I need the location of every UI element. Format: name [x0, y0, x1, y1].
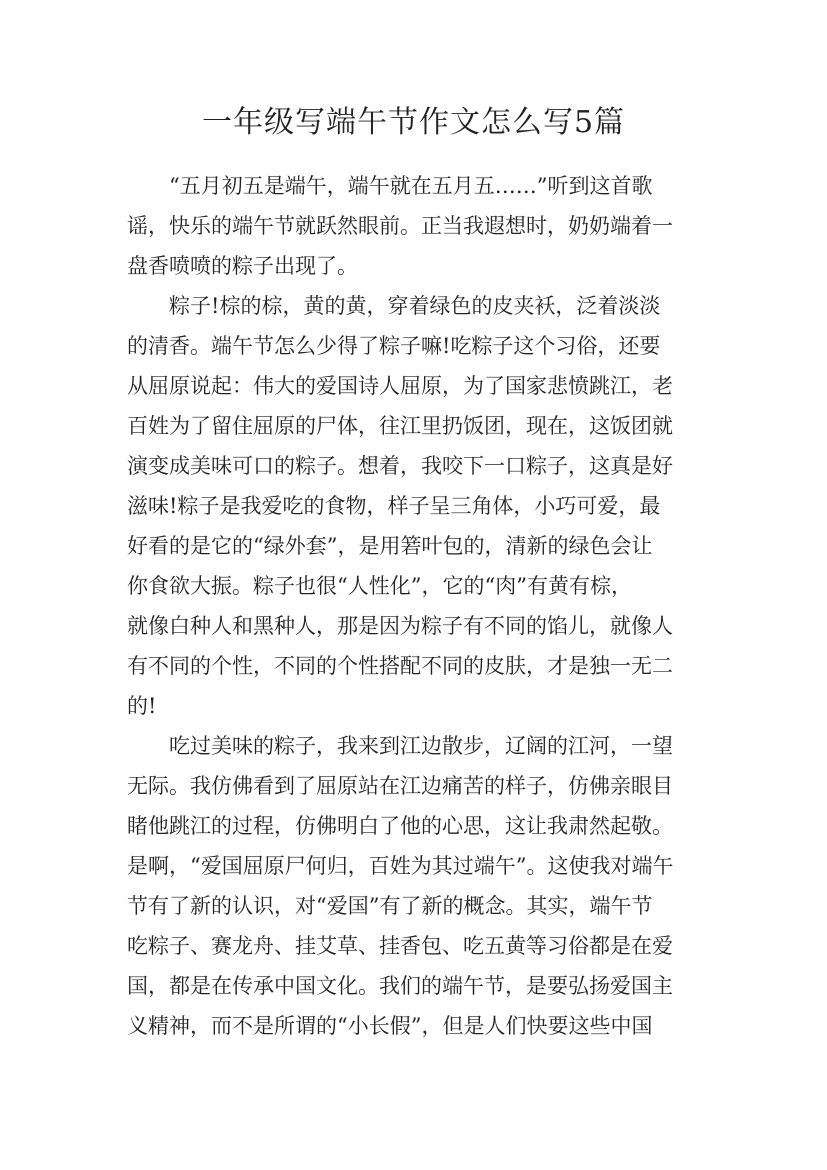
- document-title: 一年级写端午节作文怎么写5篇: [201, 105, 626, 140]
- text-line: 你食欲大振。粽子也很“人性化”，它的“肉”有黄有棕，: [127, 574, 632, 598]
- text-line: 滋味!粽子是我爱吃的食物，样子呈三角体，小巧可爱，最: [127, 494, 661, 518]
- text-line: 从屈原说起：伟大的爱国诗人屈原，为了国家悲愤跳江，老: [127, 374, 673, 398]
- text-line: 睹他跳江的过程，仿佛明白了他的心思，这让我肃然起敬。: [127, 814, 673, 838]
- text-line: 盘香喷喷的粽子出现了。: [127, 254, 358, 278]
- text-line: 国，都是在传承中国文化。我们的端午节，是要弘扬爱国主: [127, 974, 673, 998]
- text-line: 的!: [127, 694, 157, 718]
- text-line: 好看的是它的“绿外套”，是用箬叶包的，清新的绿色会让: [127, 534, 653, 558]
- text-line: 演变成美味可口的粽子。想着，我咬下一口粽子，这真是好: [127, 454, 673, 478]
- text-line: 吃过美味的粽子，我来到江边散步，辽阔的江河，一望: [169, 734, 673, 758]
- text-line: 谣，快乐的端午节就跃然眼前。正当我遐想时，奶奶端着一: [127, 214, 673, 238]
- text-line: 百姓为了留住屈原的尸体，往江里扔饭团，现在，这饭团就: [127, 414, 673, 438]
- text-line: 有不同的个性，不同的个性搭配不同的皮肤，才是独一无二: [127, 654, 673, 678]
- essay-body: [127, 166, 703, 1046]
- text-line: 粽子!棕的棕，黄的黄，穿着绿色的皮夹袄，泛着淡淡: [169, 294, 661, 318]
- text-line: 吃粽子、赛龙舟、挂艾草、挂香包、吃五黄等习俗都是在爱: [127, 934, 673, 958]
- text-line: 的清香。端午节怎么少得了粽子嘛!吃粽子这个习俗，还要: [127, 334, 661, 358]
- text-line: “五月初五是端午，端午就在五月五……”听到这首歌: [169, 174, 653, 198]
- text-line: 节有了新的认识，对“爱国”有了新的概念。其实，端午节: [127, 894, 653, 918]
- text-line: 无际。我仿佛看到了屈原站在江边痛苦的样子，仿佛亲眼目: [127, 774, 673, 798]
- text-line: 义精神，而不是所谓的“小长假”，但是人们快要这些中国: [127, 1014, 653, 1038]
- text-line: 是啊，“爱国屈原尸何归，百姓为其过端午”。这使我对端午: [127, 854, 674, 878]
- text-line: 就像白种人和黑种人，那是因为粽子有不同的馅儿，就像人: [127, 614, 673, 638]
